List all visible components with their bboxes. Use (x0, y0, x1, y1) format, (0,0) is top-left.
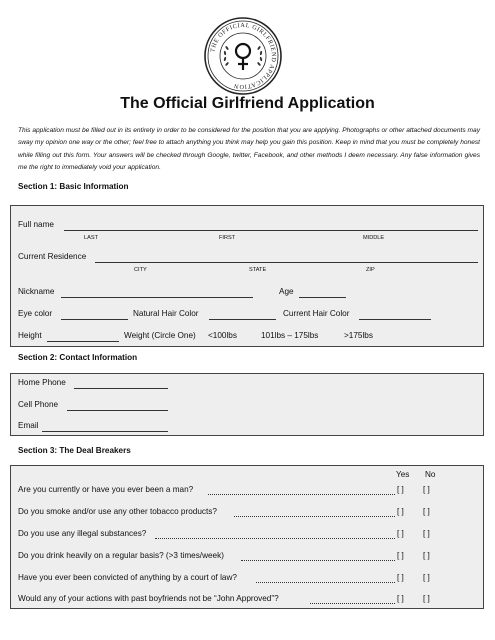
question-5-no-checkbox[interactable]: [ ] (423, 573, 430, 582)
state-caption: STATE (249, 267, 267, 273)
weight-option-over-175[interactable]: >175lbs (344, 331, 373, 340)
email-label: Email (18, 421, 39, 430)
yes-column-header: Yes (396, 470, 410, 479)
question-4-no-checkbox[interactable]: [ ] (423, 551, 430, 560)
middle-name-caption: MIDDLE (363, 235, 385, 241)
question-5-text: Have you ever been convicted of anything by a court of law? (18, 573, 237, 582)
full-name-field[interactable] (64, 230, 478, 231)
nickname-label: Nickname (18, 287, 55, 296)
residence-label: Current Residence (18, 252, 87, 261)
weight-label: Weight (Circle One) (124, 331, 196, 340)
last-name-caption: LAST (84, 235, 98, 241)
home-phone-label: Home Phone (18, 378, 66, 387)
application-seal-logo (203, 16, 283, 96)
seal-ring-text: THE OFFICIAL GIRLFRIEND APPLICATION (209, 21, 278, 91)
question-6-text: Would any of your actions with past boyfriends not be “John Approved”? (18, 594, 279, 603)
question-1-no-checkbox[interactable]: [ ] (423, 485, 430, 494)
eye-color-field[interactable] (61, 319, 128, 320)
weight-option-under-100[interactable]: <100lbs (208, 331, 237, 340)
section2-heading: Section 2: Contact Information (18, 353, 138, 362)
question-3-text: Do you use any illegal substances? (18, 529, 147, 538)
question-2-leader (234, 516, 395, 517)
height-label: Height (18, 331, 42, 340)
question-1-yes-checkbox[interactable]: [ ] (397, 485, 404, 494)
nickname-field[interactable] (61, 297, 253, 298)
question-4-leader (241, 560, 395, 561)
natural-hair-label: Natural Hair Color (133, 309, 199, 318)
weight-option-101-175[interactable]: 101lbs – 175lbs (261, 331, 319, 340)
question-4-yes-checkbox[interactable]: [ ] (397, 551, 404, 560)
question-6-leader (310, 603, 395, 604)
question-1-leader (208, 494, 395, 495)
height-field[interactable] (47, 341, 119, 342)
no-column-header: No (425, 470, 436, 479)
question-1-text: Are you currently or have you ever been a man? (18, 485, 194, 494)
question-6-no-checkbox[interactable]: [ ] (423, 594, 430, 603)
deal-breakers-box (10, 465, 484, 609)
intro-paragraph: This application must be filled out in its entirety in order to be considered for the position that you are applying. Photographs or other attached documents may sway my opinion one way or the other; feel free to attach anything you think may help you gain this position. Keep in mind that you must be completely honest while filling out this form. Your answers will be checked through Google, twitter, Facebook, and other methods I deem necessary. Any false information gives me the right to immediately void your application. (18, 127, 480, 172)
age-label: Age (279, 287, 294, 296)
question-3-yes-checkbox[interactable]: [ ] (397, 529, 404, 538)
page-title: The Official Girlfriend Application (120, 95, 375, 112)
cell-phone-field[interactable] (67, 410, 168, 411)
contact-info-box (10, 373, 484, 436)
question-5-leader (256, 582, 395, 583)
cell-phone-label: Cell Phone (18, 400, 59, 409)
current-hair-field[interactable] (359, 319, 431, 320)
age-field[interactable] (299, 297, 346, 298)
current-hair-label: Current Hair Color (283, 309, 350, 318)
city-caption: CITY (134, 267, 147, 273)
question-2-yes-checkbox[interactable]: [ ] (397, 507, 404, 516)
home-phone-field[interactable] (74, 388, 168, 389)
basic-info-box (10, 205, 484, 347)
section3-heading: Section 3: The Deal Breakers (18, 446, 131, 455)
residence-field[interactable] (95, 262, 478, 263)
question-5-yes-checkbox[interactable]: [ ] (397, 573, 404, 582)
question-6-yes-checkbox[interactable]: [ ] (397, 594, 404, 603)
section1-heading: Section 1: Basic Information (18, 182, 129, 191)
zip-caption: ZIP (366, 267, 375, 273)
question-3-leader (155, 538, 395, 539)
question-3-no-checkbox[interactable]: [ ] (423, 529, 430, 538)
first-name-caption: FIRST (219, 235, 236, 241)
question-4-text: Do you drink heavily on a regular basis? (>3 times/week) (18, 551, 224, 560)
question-2-text: Do you smoke and/or use any other tobacco products? (18, 507, 217, 516)
eye-color-label: Eye color (18, 309, 53, 318)
question-2-no-checkbox[interactable]: [ ] (423, 507, 430, 516)
natural-hair-field[interactable] (209, 319, 276, 320)
email-field[interactable] (42, 431, 168, 432)
full-name-label: Full name (18, 220, 54, 229)
